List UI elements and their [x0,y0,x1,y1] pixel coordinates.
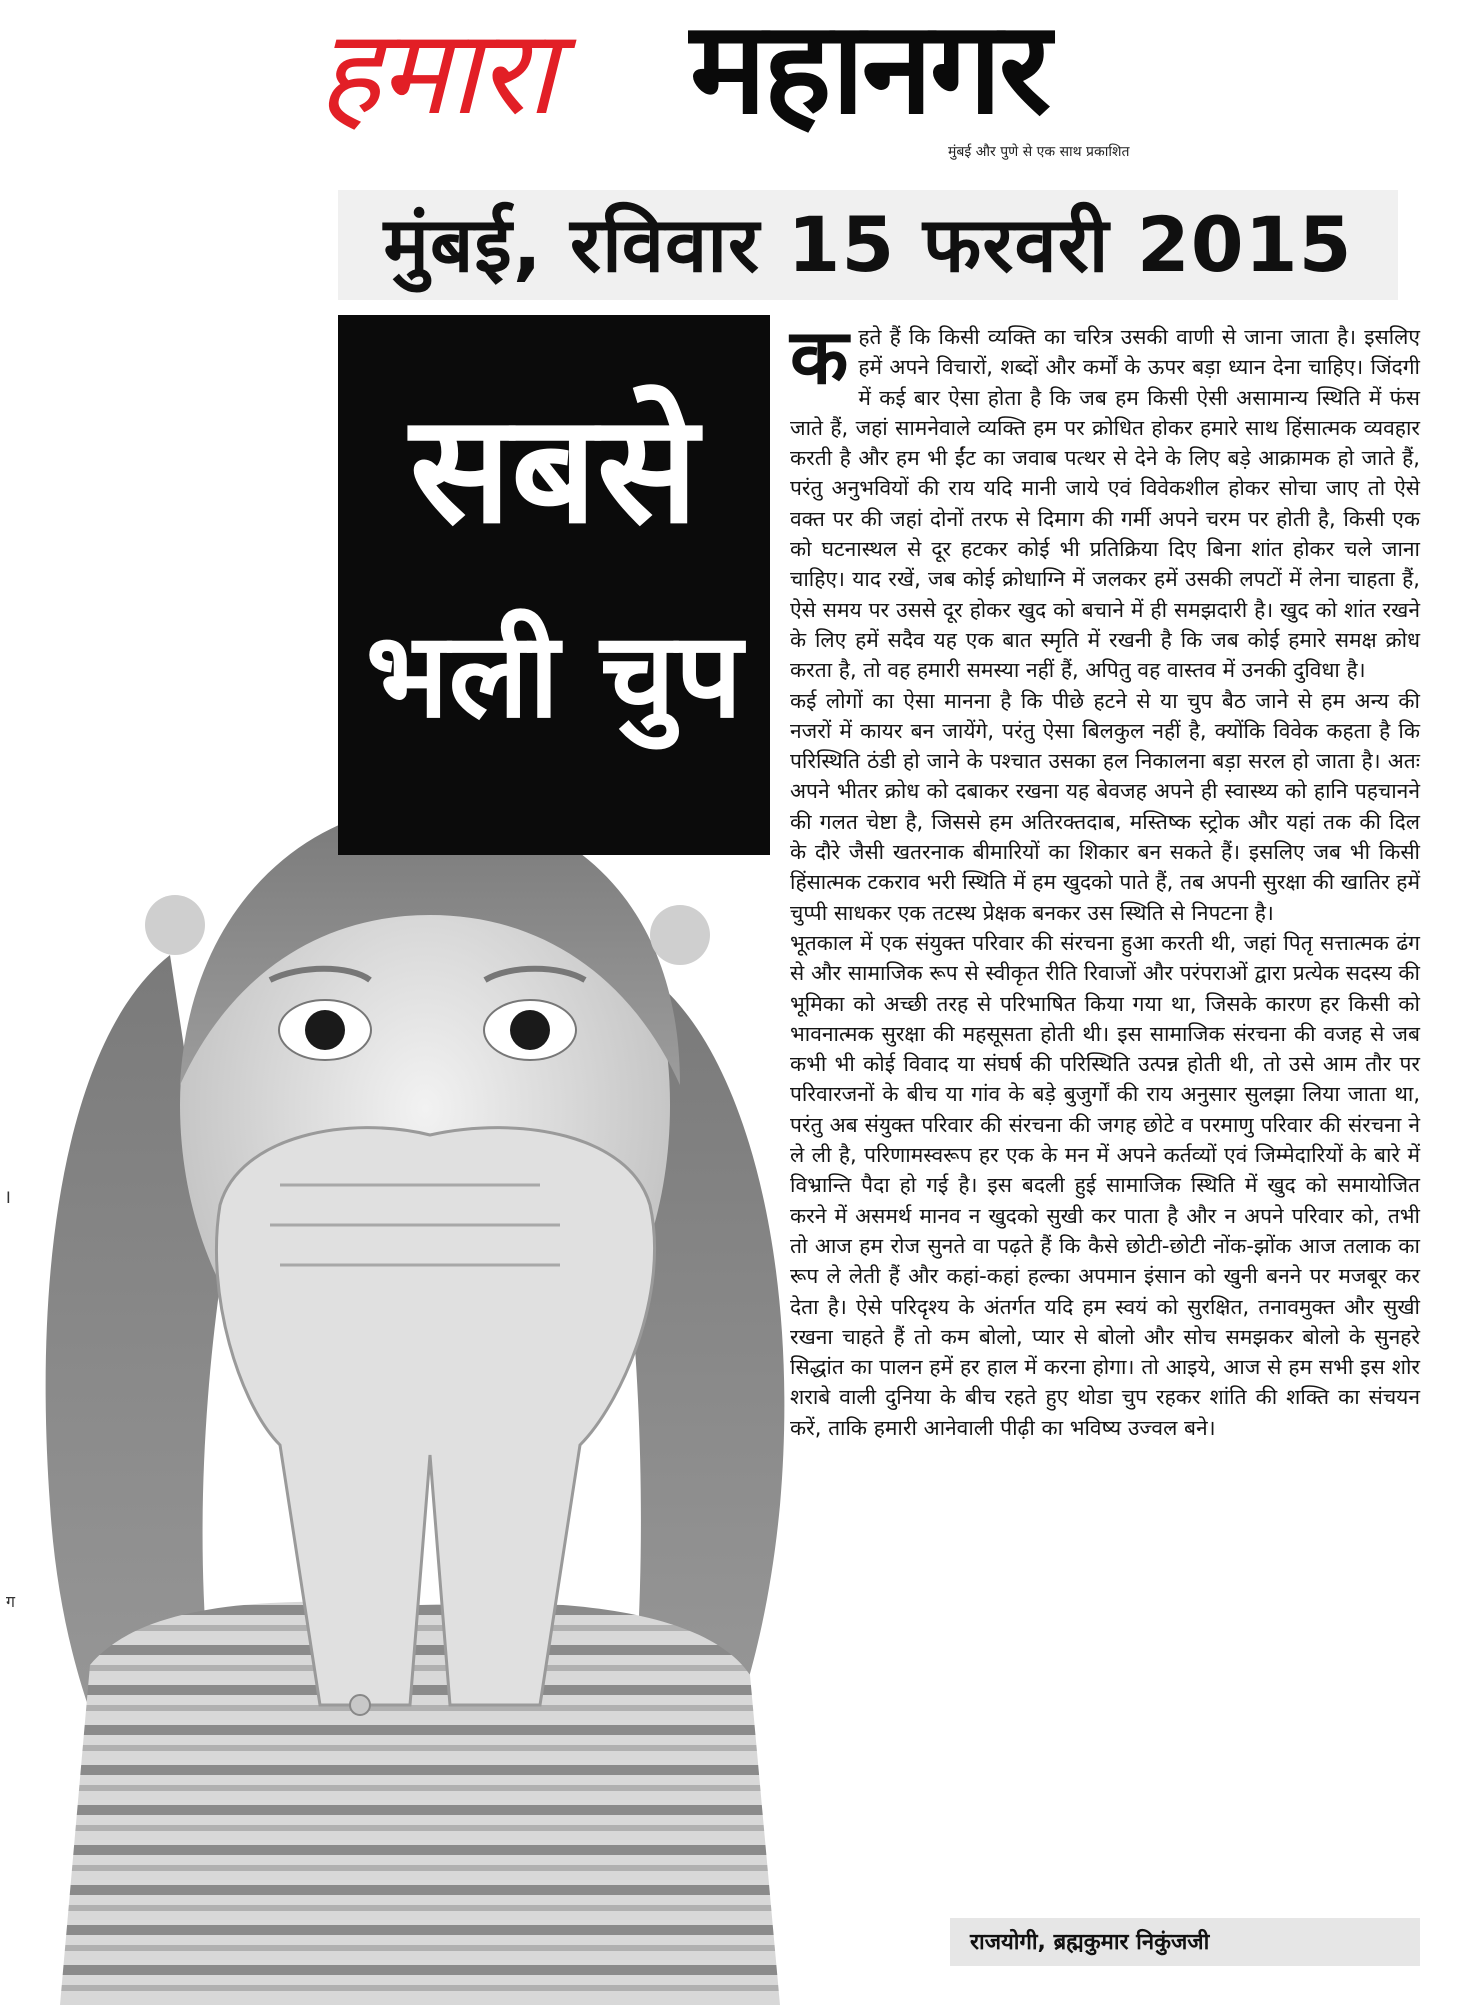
masthead-name-black: महानगर [690,0,1049,143]
edge-mark: I [6,1188,11,1207]
dateline-text: मुंबई, रविवार 15 फरवरी 2015 [383,200,1353,289]
dateline-banner [338,190,1398,300]
masthead [0,0,1470,175]
headline-line1: सबसे [409,383,699,557]
paragraph-text: हते हैं कि किसी व्यक्ति का चरित्र उसकी वाणी से जाना जाता है। इसलिए हमें अपने विचारों, शब्दों और कर्मों के ऊपर बड़ा ध्यान देना चाहिए। जिंदगी में कई बार ऐसा होता है कि जब हम किसी ऐसी असामान्य स्थिति में फंस जाते हैं, जहां सामनेवाले व्यक्ति हम पर क्रोधित होकर हमारे साथ हिंसात्मक व्यवहार करती है और हम भी ईंट का जवाब पत्थर से देने के लिए बड़े आक्रामक हो जाते हैं, परंतु अनुभवियों की राय यदि मानी जाये एवं विवेकशील होकर सोचा जाए तो ऐसे वक्त पर की जहां दोनों तरफ से दिमाग की गर्मी अपने चरम पर होती है, किसी एक को घटनास्थल से दूर हटकर कोई भी प्रतिक्रिया दिए बिना शांत होकर चले जाना चाहिए। याद रखें, जब कोई क्रोधाग्नि में जलकर हमें उसकी लपटों में लेना चाहता हैं, ऐसे समय पर उससे दूर होकर खुद को बचाने में ही समझदारी है। खुद को शांत रखने के लिए हमें सदैव यह एक बात स्मृति में रखनी है कि जब कोई हमारे समक्ष क्रोध करता है, तो वह हमारी समस्या नहीं हैं, अपितु वह वास्तव में उनकी दुविधा है। [790,325,1420,683]
drop-cap: क [790,312,849,401]
article-body [790,312,1420,1443]
masthead-name-red: हमारा [318,3,555,141]
headline-line2: भली चुप [365,606,743,744]
edge-mark: ग [6,1592,16,1611]
byline-box [950,1918,1420,1966]
byline-text: राजयोगी, ब्रह्मकुमार निकुंजजी [970,1930,1210,1955]
masthead-tagline: मुंबई और पुणे से एक साथ प्रकाशित [948,144,1130,160]
article-paragraph: भूतकाल में एक संयुक्त परिवार की संरचना हुआ करती थी, जहां पितृ सत्तात्मक ढंग से और सामाजिक रूप से स्वीकृत रीति रिवाजों और परंपराओं द्वारा प्रत्येक सदस्य की भूमिका को अच्छी तरह से परिभाषित किया गया था, जिसके कारण हर किसी को भावनात्मक सुरक्षा की महसूसता होती थी। इस सामाजिक संरचना की वजह से जब कभी भी कोई विवाद या संघर्ष की परिस्थिति उत्पन्न होती थी, तो उसे आम तौर पर परिवारजनों के बीच या गांव के बड़े बुजुर्गों की राय अनुसार सुलझा लिया जाता था, परंतु अब संयुक्त परिवार की संरचना की जगह छोटे व परमाणु परिवार की संरचना ने ले ली है, परिणामस्वरूप हर एक के मन में अपने कर्तव्यों एवं जिम्मेदारियों के बारे में विभ्रान्ति पैदा हो गई है। इस बदली हुई सामाजिक स्थिति में खुद को समायोजित करने में असमर्थ मानव न खुदको सुखी कर पाता है और न अपने परिवार को, तभी तो आज हम रोज सुनते वा पढ़ते हैं कि कैसे छोटी-छोटी नोंक-झोंक आज तलाक का रूप ले लेती हैं और कहां-कहां हल्का अपमान इंसान को खुनी बनने पर मजबूर कर देता है। ऐसे परिदृश्य के अंतर्गत यदि हम स्वयं को सुरक्षित, तनावमुक्त और सुखी रखना चाहते हैं तो कम बोलो, प्यार से बोलो और सोच समझकर बोलो के सुनहरे सिद्धांत का पालन हमें हर हाल में करना होगा। तो आइये, आज से हम सभी इस शोर शराबे वाली दुनिया के बीच रहते हुए थोडा चुप रहकर शांति की शक्ति का संचयन करें, ताकि हमारी आनेवाली पीढ़ी का भविष्य उज्वल बने। [790,930,1420,1440]
headline-block [338,315,770,855]
article-paragraph [790,312,1420,686]
article-paragraph: कई लोगों का ऐसा मानना है कि पीछे हटने से या चुप बैठ जाने से हम अन्य की नजरों में कायर बन जायेंगे, परंतु ऐसा बिलकुल नहीं है, क्योंकि विवेक कहता है कि परिस्थिति ठंडी हो जाने के पश्चात उसका हल निकालना बड़ा सरल हो जाता है। अतः अपने भीतर क्रोध को दबाकर रखना यह बेवजह अपने ही स्वास्थ्य को हानि पहचानने की गलत चेष्टा है, जिससे हम अतिरक्तदाब, मस्तिष्क स्ट्रोक और यहां तक की दिल के दौरे जैसी खतरनाक बीमारियों का शिकार बन सकते हैं। इसलिए जब भी किसी हिंसात्मक टकराव भरी स्थिति में हम खुदको पाते हैं, तब अपनी सुरक्षा की खातिर हमें चुप्पी साधकर एक तटस्थ प्रेक्षक बनकर उस स्थिति से निपटना है। [790,688,1420,925]
girl-covering-mouth-photo [20,805,820,2005]
